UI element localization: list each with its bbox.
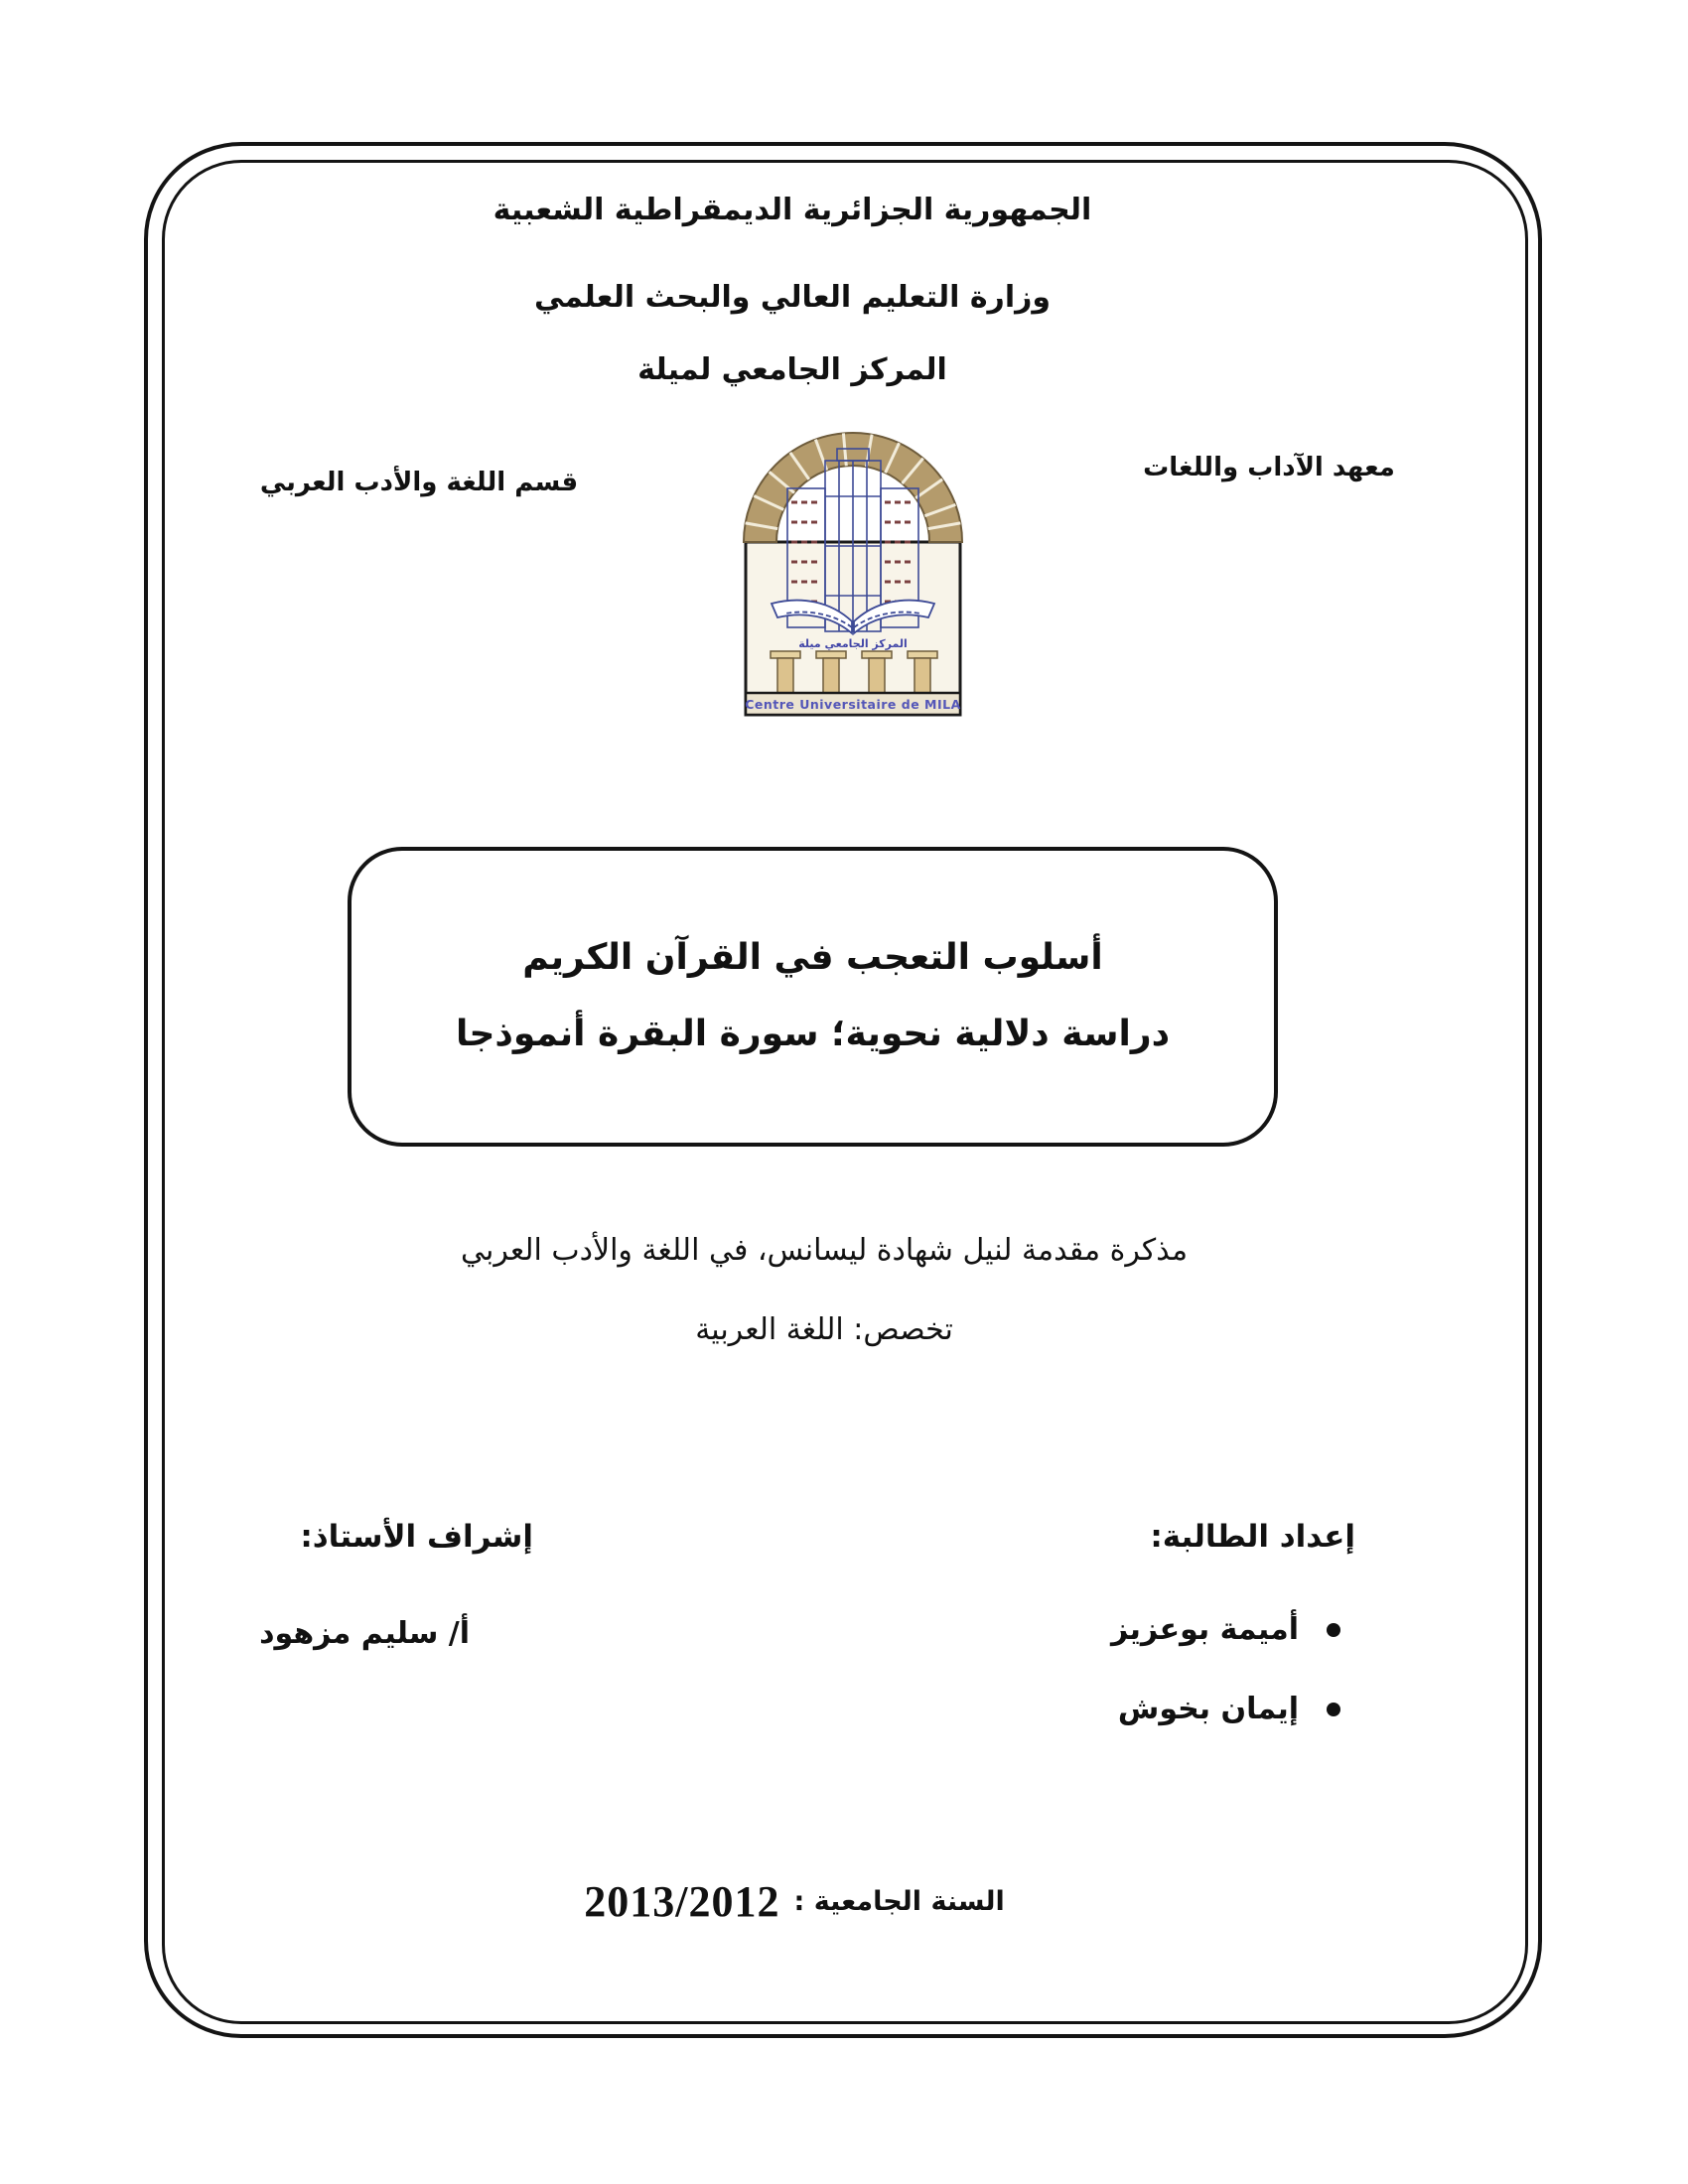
students-heading: إعداد الطالبة: bbox=[1150, 1519, 1355, 1555]
university-center-line: المركز الجامعي لميلة bbox=[637, 352, 947, 387]
student-name-2: إيمان بخوش bbox=[1117, 1692, 1299, 1726]
student-row-2 bbox=[1118, 1690, 1340, 1728]
bullet-icon bbox=[1327, 1623, 1340, 1637]
student-row-1 bbox=[1111, 1610, 1340, 1649]
supervisor-name: أ/ سليم مزهود bbox=[259, 1616, 470, 1651]
university-logo bbox=[740, 427, 966, 717]
speciality-line: تخصص: اللغة العربية bbox=[695, 1312, 953, 1347]
institute-label: معهد الآداب واللغات bbox=[1143, 453, 1395, 482]
thesis-title-line1: أسلوب التعجب في القرآن الكريم bbox=[522, 937, 1103, 979]
university-logo-icon bbox=[740, 427, 966, 717]
supervisor-heading: إشراف الأستاذ: bbox=[300, 1519, 533, 1555]
thesis-title-box bbox=[348, 847, 1278, 1147]
memo-line: مذكرة مقدمة لنيل شهادة ليسانس، في اللغة والأدب العربي bbox=[460, 1233, 1189, 1268]
logo-caption: Centre Universitaire de MILA bbox=[745, 697, 961, 712]
republic-line: الجمهورية الجزائرية الديمقراطية الشعبية bbox=[492, 193, 1092, 227]
department-label: قسم اللغة والأدب العربي bbox=[259, 468, 579, 497]
bullet-icon bbox=[1327, 1703, 1340, 1716]
academic-year-value: 2013/2012 bbox=[584, 1877, 780, 1926]
logo-arabic-name: المركز الجامعي ميلة bbox=[798, 637, 908, 650]
academic-year-line bbox=[0, 1876, 1589, 1927]
ministry-line: وزارة التعليم العالي والبحث العلمي bbox=[533, 280, 1052, 315]
student-name-1: أميمة بوعزيز bbox=[1110, 1612, 1299, 1647]
academic-year-label: السنة الجامعية : bbox=[793, 1886, 1005, 1917]
thesis-title-line2: دراسة دلالية نحوية؛ سورة البقرة أنموذجا bbox=[455, 1014, 1171, 1054]
